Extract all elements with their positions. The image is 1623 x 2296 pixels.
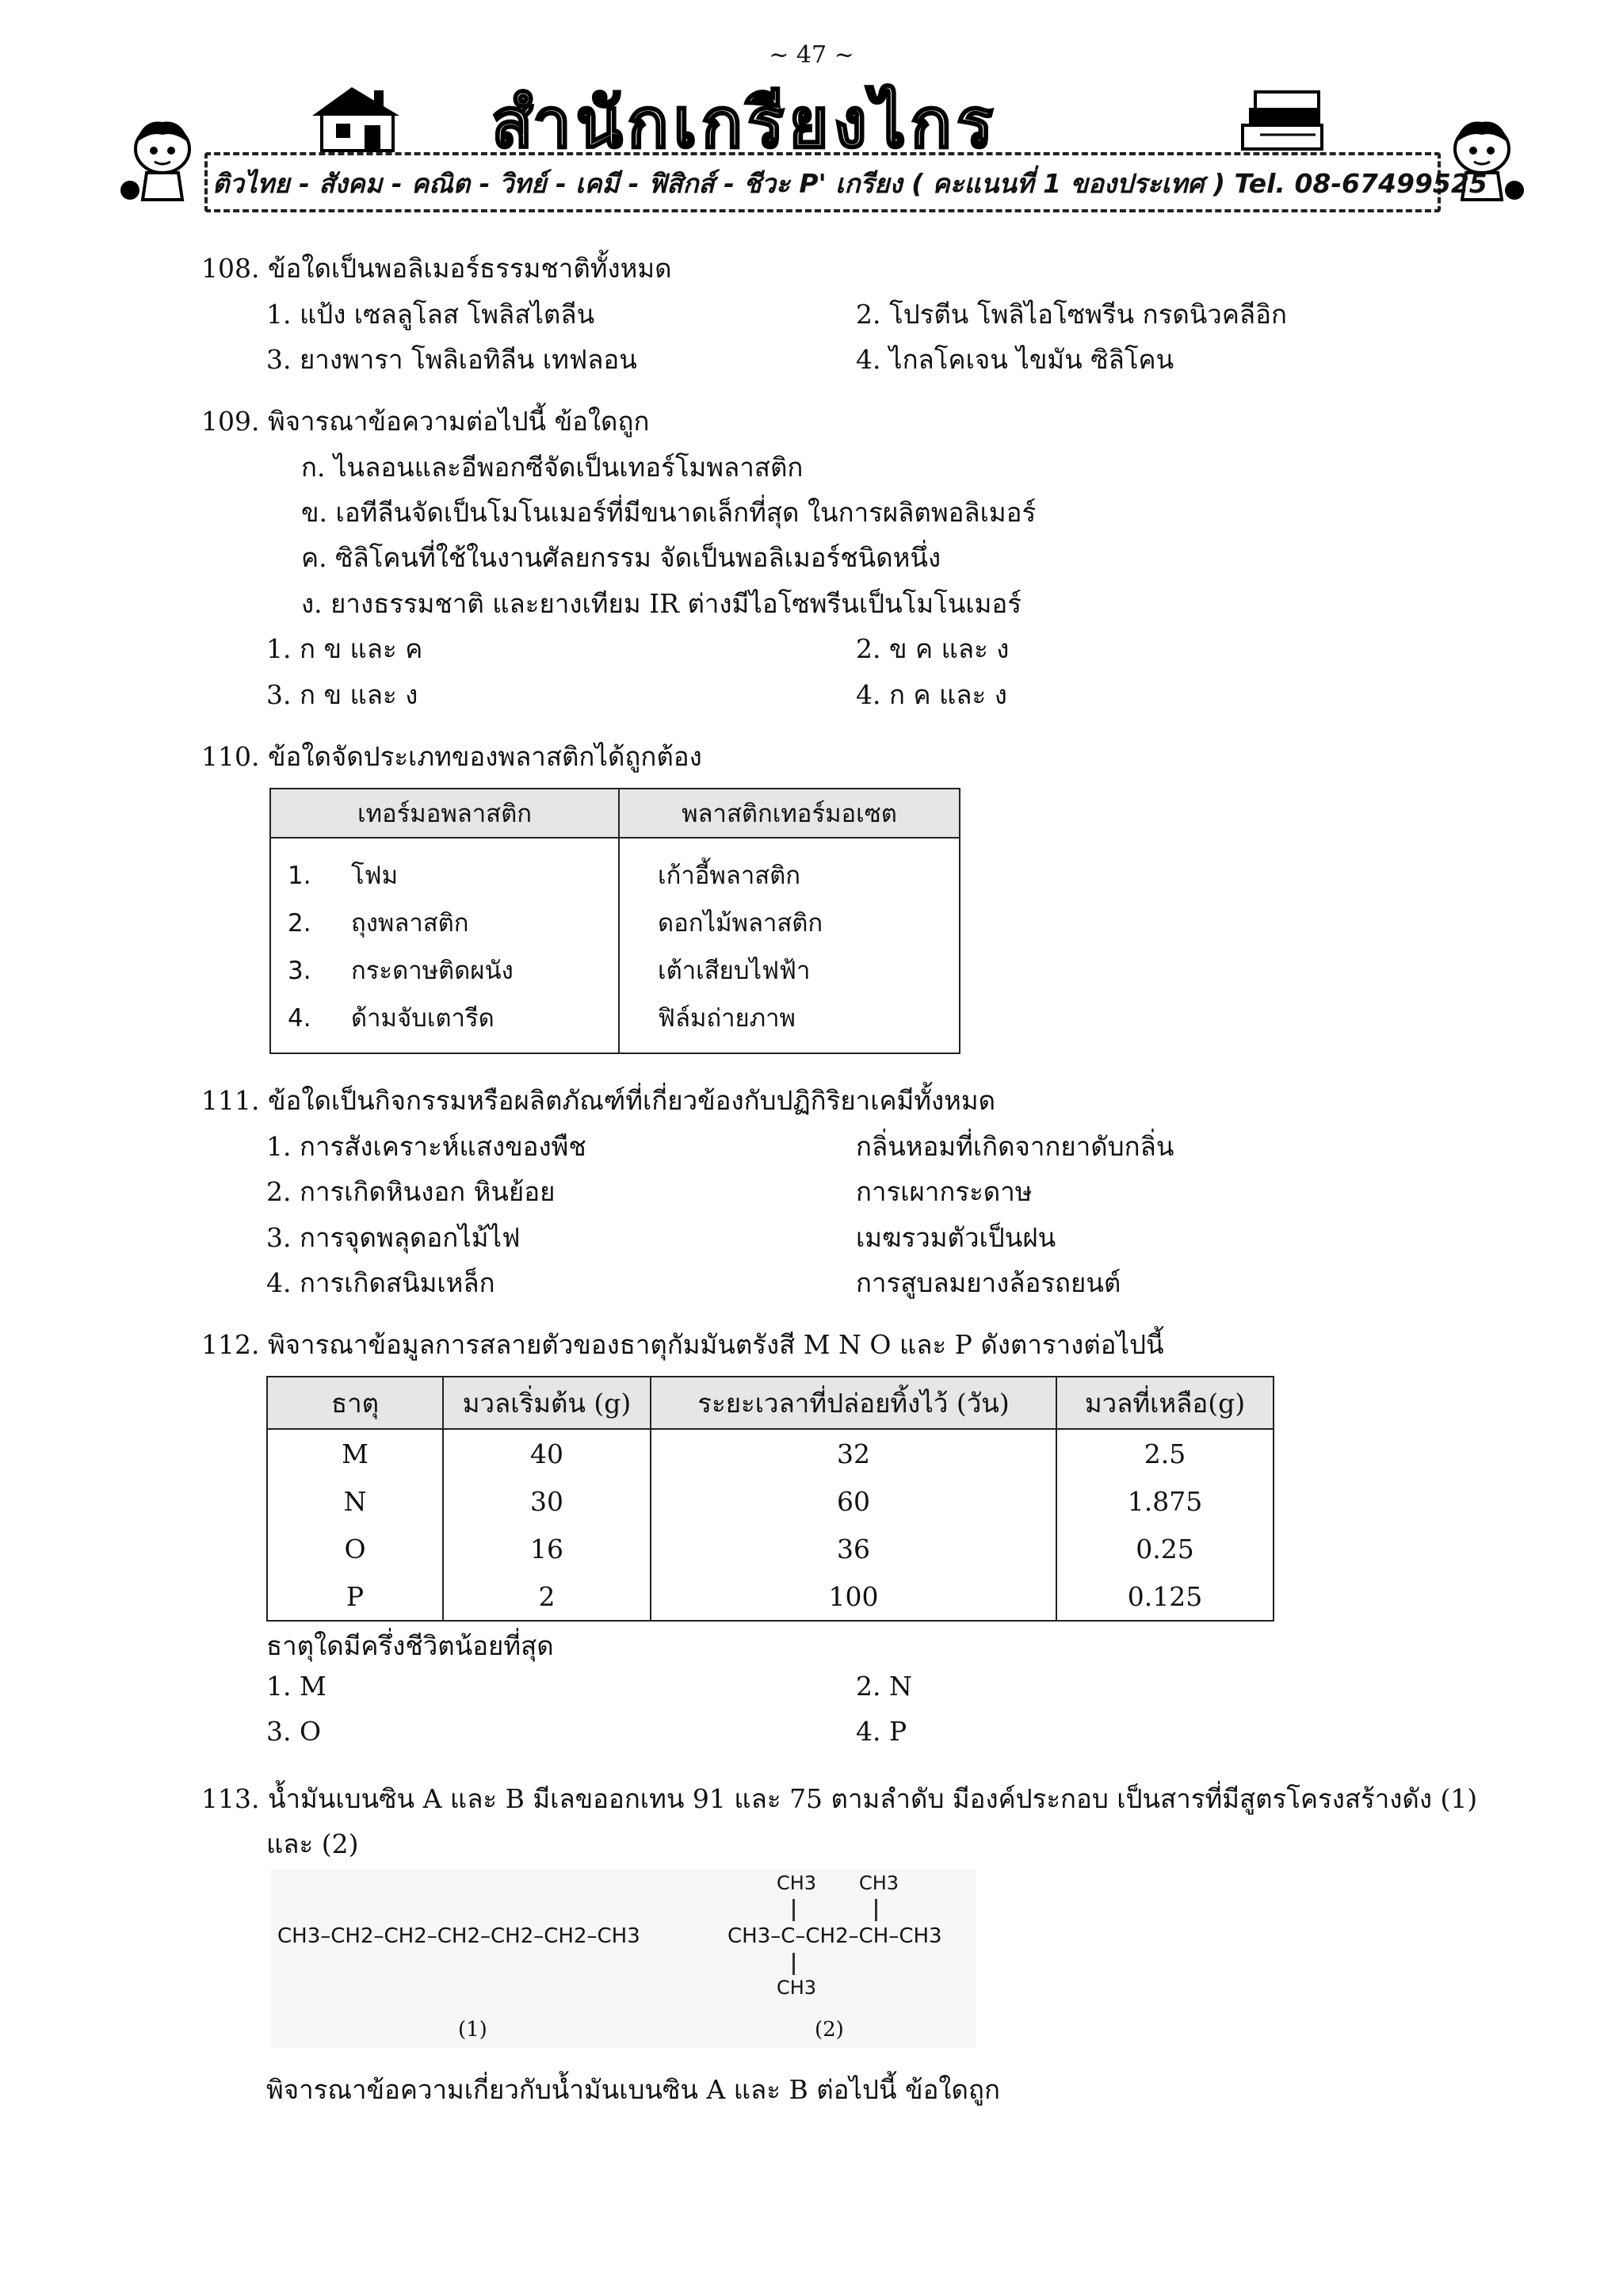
structure-2-label: (2) [815, 2018, 844, 2042]
structure-2-bond-top-1 [792, 1899, 795, 1921]
q109-statement-2: ข. เอทีลีนจัดเป็นโมโนเมอร์ที่มีขนาดเล็กที่สุด ในการผลิตพอลิเมอร์ [301, 497, 1037, 528]
table-row: 3. กระดาษติดผนัง เต้าเสียบไฟฟ้า [270, 946, 960, 994]
q110-stem: 110. ข้อใดจัดประเภทของพลาสติกได้ถูกต้อง [201, 741, 702, 772]
q111-choice-3a: 3. การจุดพลุดอกไม้ไฟ [266, 1222, 521, 1253]
q112-choice-4: 4. P [856, 1716, 907, 1747]
q108-choice-1: 1. แป้ง เซลลูโลส โพลิสไตลีน [266, 299, 595, 330]
q112-header-element: ธาตุ [267, 1377, 443, 1429]
q108-choice-2: 2. โปรตีน โพลิไอโซพรีน กรดนิวคลีอิก [856, 299, 1287, 330]
q111-choice-4a: 4. การเกิดสนิมเหล็ก [266, 1267, 495, 1298]
structure-2-bottom: CH3 [777, 1977, 817, 1999]
q111-choice-4b: การสูบลมยางล้อรถยนต์ [856, 1267, 1121, 1298]
table-row: P 2 100 0.125 [267, 1572, 1274, 1621]
mascot-left-icon [119, 111, 206, 206]
q109-choice-2: 2. ข ค และ ง [856, 633, 1010, 664]
q111-stem: 111. ข้อใดเป็นกิจกรรมหรือผลิตภัณฑ์ที่เกี่ยวข้องกับปฏิกิริยาเคมีทั้งหมด [201, 1085, 996, 1116]
header-banner-text: ติวไทย - สังคม - คณิต - วิทย์ - เคมี - ฟิสิกส์ - ชีวะ P' เกรียง ( คะแนนที่ 1 ของประเทศ ) Tel. 08-67499525 [212, 168, 1487, 199]
q112-choice-2: 2. N [856, 1671, 912, 1702]
structure-2-top-2: CH3 [859, 1872, 899, 1894]
q113-stem-line1: 113. น้ำมันเบนซิน A และ B มีเลขออกเทน 91 และ 75 ตามลำดับ มีองค์ประกอบ เป็นสารที่มีสูตรโครงสร้างดัง (1) [201, 1783, 1478, 1814]
structure-1-label: (1) [458, 2018, 487, 2042]
page-number: ~ 47 ~ [769, 41, 854, 69]
q110-table [269, 788, 960, 1054]
q112-choice-1: 1. M [266, 1671, 327, 1702]
q112-header-initial-mass: มวลเริ่มต้น (g) [443, 1377, 651, 1429]
structure-2-main-chain: CH3–C–CH2–CH–CH3 [727, 1924, 942, 1948]
q111-choice-3b: เมฆรวมตัวเป็นฝน [856, 1222, 1056, 1253]
table-row: 4. ด้ามจับเตารีด ฟิล์มถ่ายภาพ [270, 994, 960, 1041]
q112-choice-3: 3. O [266, 1716, 322, 1747]
q112-table [266, 1376, 1274, 1622]
q110-header-thermoplastic: เทอร์มอพลาสติก [270, 789, 619, 838]
structure-2-bond-bottom [792, 1953, 795, 1975]
q112-question: ธาตุใดมีครึ่งชีวิตน้อยที่สุด [266, 1630, 554, 1661]
logo-title: สำนักเกรียงไกร [491, 84, 999, 163]
structure-2-bond-top-2 [875, 1899, 877, 1921]
q112-stem: 112. พิจารณาข้อมูลการสลายตัวของธาตุกัมมันตรังสี M N O และ P ดังตารางต่อไปนี้ [201, 1329, 1164, 1360]
table-row: M 40 32 2.5 [267, 1429, 1274, 1477]
q108-choice-3: 3. ยางพารา โพลิเอทิลีน เทฟลอน [266, 344, 637, 375]
q112-header-time: ระยะเวลาที่ปล่อยทิ้งไว้ (วัน) [651, 1377, 1056, 1429]
table-row: 1. โฟม เก้าอี้พลาสติก [270, 851, 960, 899]
q111-choice-2b: การเผากระดาษ [856, 1176, 1033, 1207]
q113-stem-line2: และ (2) [266, 1828, 359, 1859]
table-row: 2. ถุงพลาสติก ดอกไม้พลาสติก [270, 899, 960, 946]
house-icon [304, 82, 407, 154]
q109-statement-3: ค. ซิลิโคนที่ใช้ในงานศัลยกรรม จัดเป็นพอลิเมอร์ชนิดหนึ่ง [301, 542, 941, 573]
q109-stem: 109. พิจารณาข้อความต่อไปนี้ ข้อใดถูก [201, 406, 650, 437]
structure-2-top-1: CH3 [777, 1872, 817, 1894]
q112-header-remaining-mass: มวลที่เหลือ(g) [1056, 1377, 1274, 1429]
table-row: N 30 60 1.875 [267, 1477, 1274, 1525]
q109-choice-1: 1. ก ข และ ค [266, 633, 423, 664]
table-row: O 16 36 0.25 [267, 1525, 1274, 1572]
books-icon [1236, 86, 1331, 154]
q113-question: พิจารณาข้อความเกี่ยวกับน้ำมันเบนซิน A และ B ต่อไปนี้ ข้อใดถูก [266, 2074, 1000, 2105]
q111-choice-1a: 1. การสังเคราะห์แสงของพืช [266, 1131, 586, 1162]
q109-statement-4: ง. ยางธรรมชาติ และยางเทียม IR ต่างมีไอโซพรีนเป็นโมโนเมอร์ [301, 588, 1022, 619]
q108-stem: 108. ข้อใดเป็นพอลิเมอร์ธรรมชาติทั้งหมด [201, 253, 672, 284]
q110-header-thermoset: พลาสติกเทอร์มอเซต [619, 789, 960, 838]
q111-choice-1b: กลิ่นหอมที่เกิดจากยาดับกลิ่น [856, 1131, 1174, 1162]
q111-choice-2a: 2. การเกิดหินงอก หินย้อย [266, 1176, 556, 1207]
q109-choice-4: 4. ก ค และ ง [856, 679, 1007, 710]
q108-choice-4: 4. ไกลโคเจน ไขมัน ซิลิโคน [856, 344, 1174, 375]
q109-choice-3: 3. ก ข และ ง [266, 679, 418, 710]
q109-statement-1: ก. ไนลอนและอีพอกซีจัดเป็นเทอร์โมพลาสติก [301, 452, 804, 483]
structure-1-formula: CH3–CH2–CH2–CH2–CH2–CH2–CH3 [277, 1924, 640, 1948]
q113-structure-image [271, 1869, 976, 2048]
